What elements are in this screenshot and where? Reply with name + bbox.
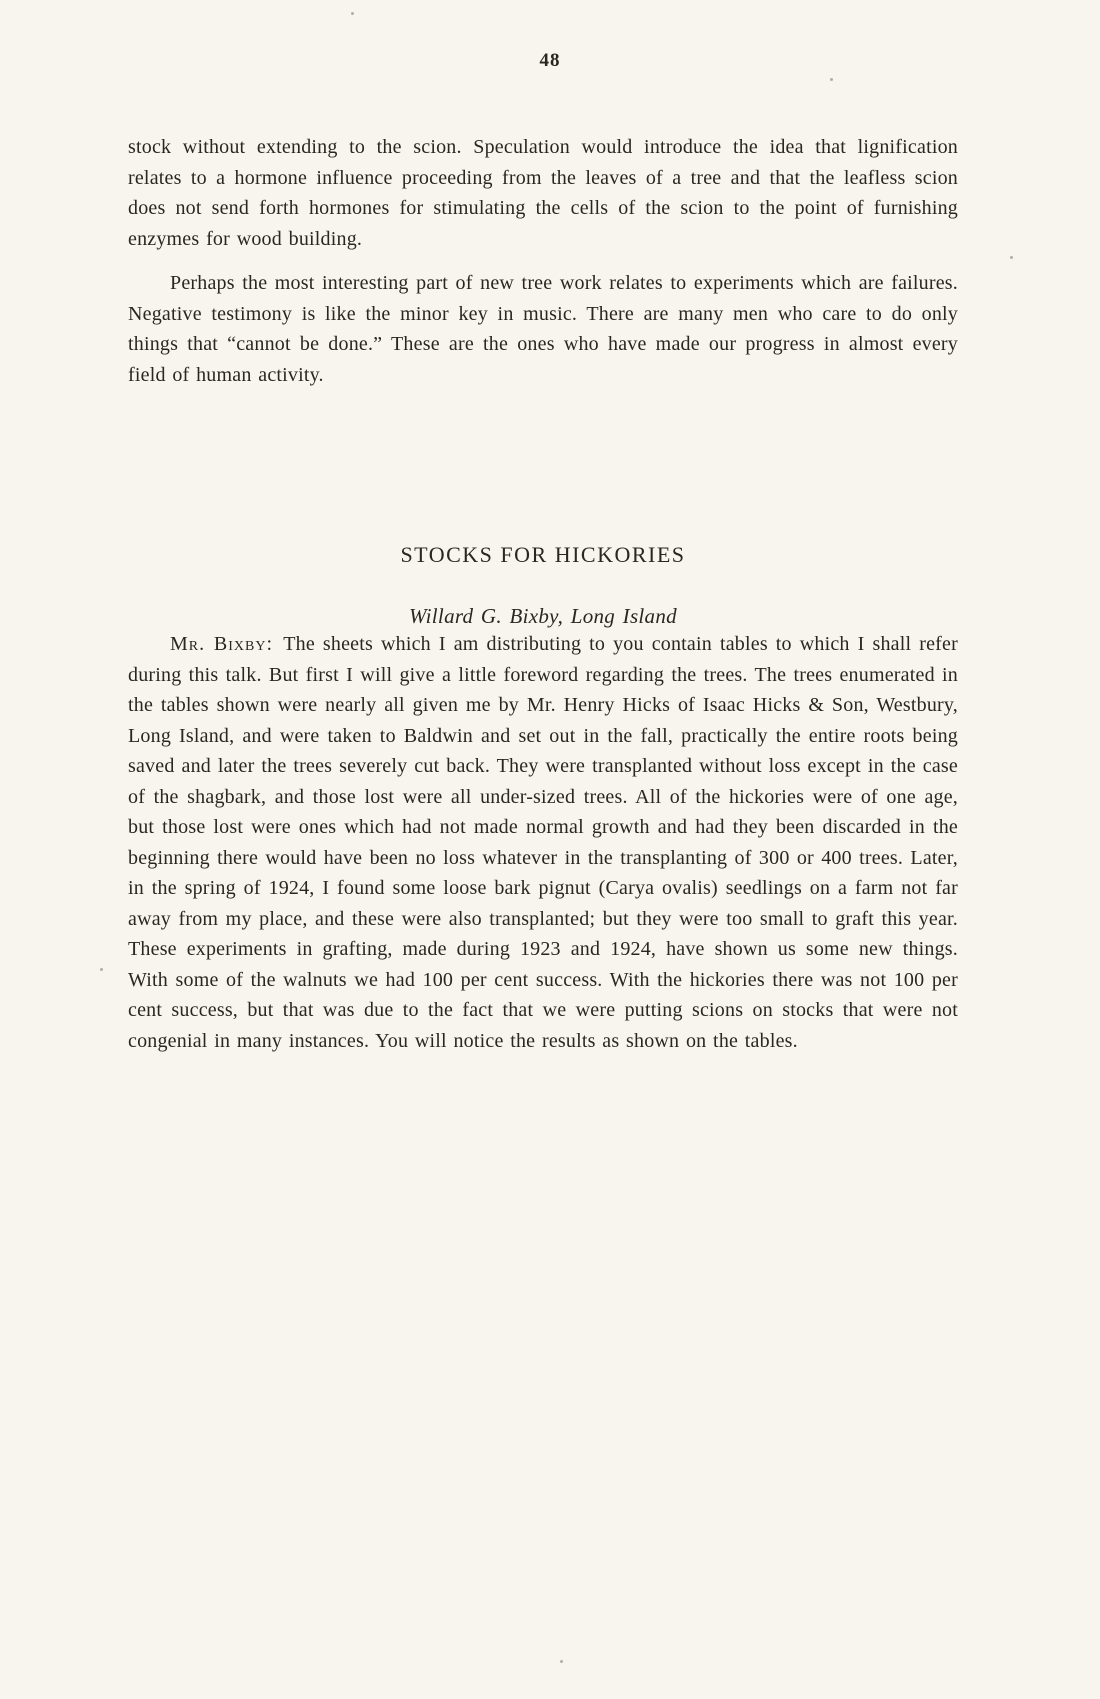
scan-speck: [830, 78, 833, 81]
page-number: 48: [539, 50, 561, 71]
speech-paragraph: [128, 629, 958, 1056]
paragraph: Perhaps the most interesting part of new tree work relates to experiments which are failures. Negative testimony is like the minor key in music. There are many men who care to do only things that “cannot be done.” These are the ones who have made our progress in almost every field of human activity.: [128, 272, 958, 386]
section-heading: STOCKS FOR HICKORIES: [400, 542, 686, 567]
speaker-label: Mr. Bixby:: [170, 633, 274, 655]
scan-speck: [1010, 256, 1013, 259]
speech-body: The sheets which I am distributing to you contain tables to which I shall refer during this talk. But first I will give a little foreword regarding the trees. The trees enumerated in the tables shown were nearly all given me by Mr. Henry Hicks of Isaac Hicks & Son, Westbury, Long Island, and were taken to Baldwin and set out in the fall, practically the entire roots being saved and later the trees severely cut back. They were transplanted without loss except in the case of the shagbark, and those lost were all under-sized trees. All of the hickories were of one age, but those lost were ones which had not made normal growth and had they been discarded in the beginning there would have been no loss whatever in the transplanting of 300 or 400 trees. Later, in the spring of 1924, I found some loose bark pignut (Carya ovalis) seedlings on a farm not far away from my place, and these were also transplanted; but they were too small to graft this year. These experiments in grafting, made during 1923 and 1924, have shown us some new things. With some of the walnuts we had 100 per cent success. With the hickories there was not 100 per cent success, but that was due to the fact that we were putting scions on stocks that were not congenial in many instances. You will notice the results as shown on the tables.: [128, 633, 958, 1052]
scan-speck: [560, 1660, 563, 1663]
scan-speck: [100, 968, 103, 971]
scan-speck: [351, 12, 354, 15]
paragraph-continuation: stock without extending to the scion. Speculation would introduce the idea that lignification relates to a hormone influence proceeding from the leaves of a tree and that the leafless scion does not send forth hormones for stimulating the cells of the scion to the point of furnishing enzymes for wood building.: [128, 136, 958, 250]
page-content: [128, 132, 958, 1056]
byline: Willard G. Bixby, Long Island: [409, 604, 677, 628]
